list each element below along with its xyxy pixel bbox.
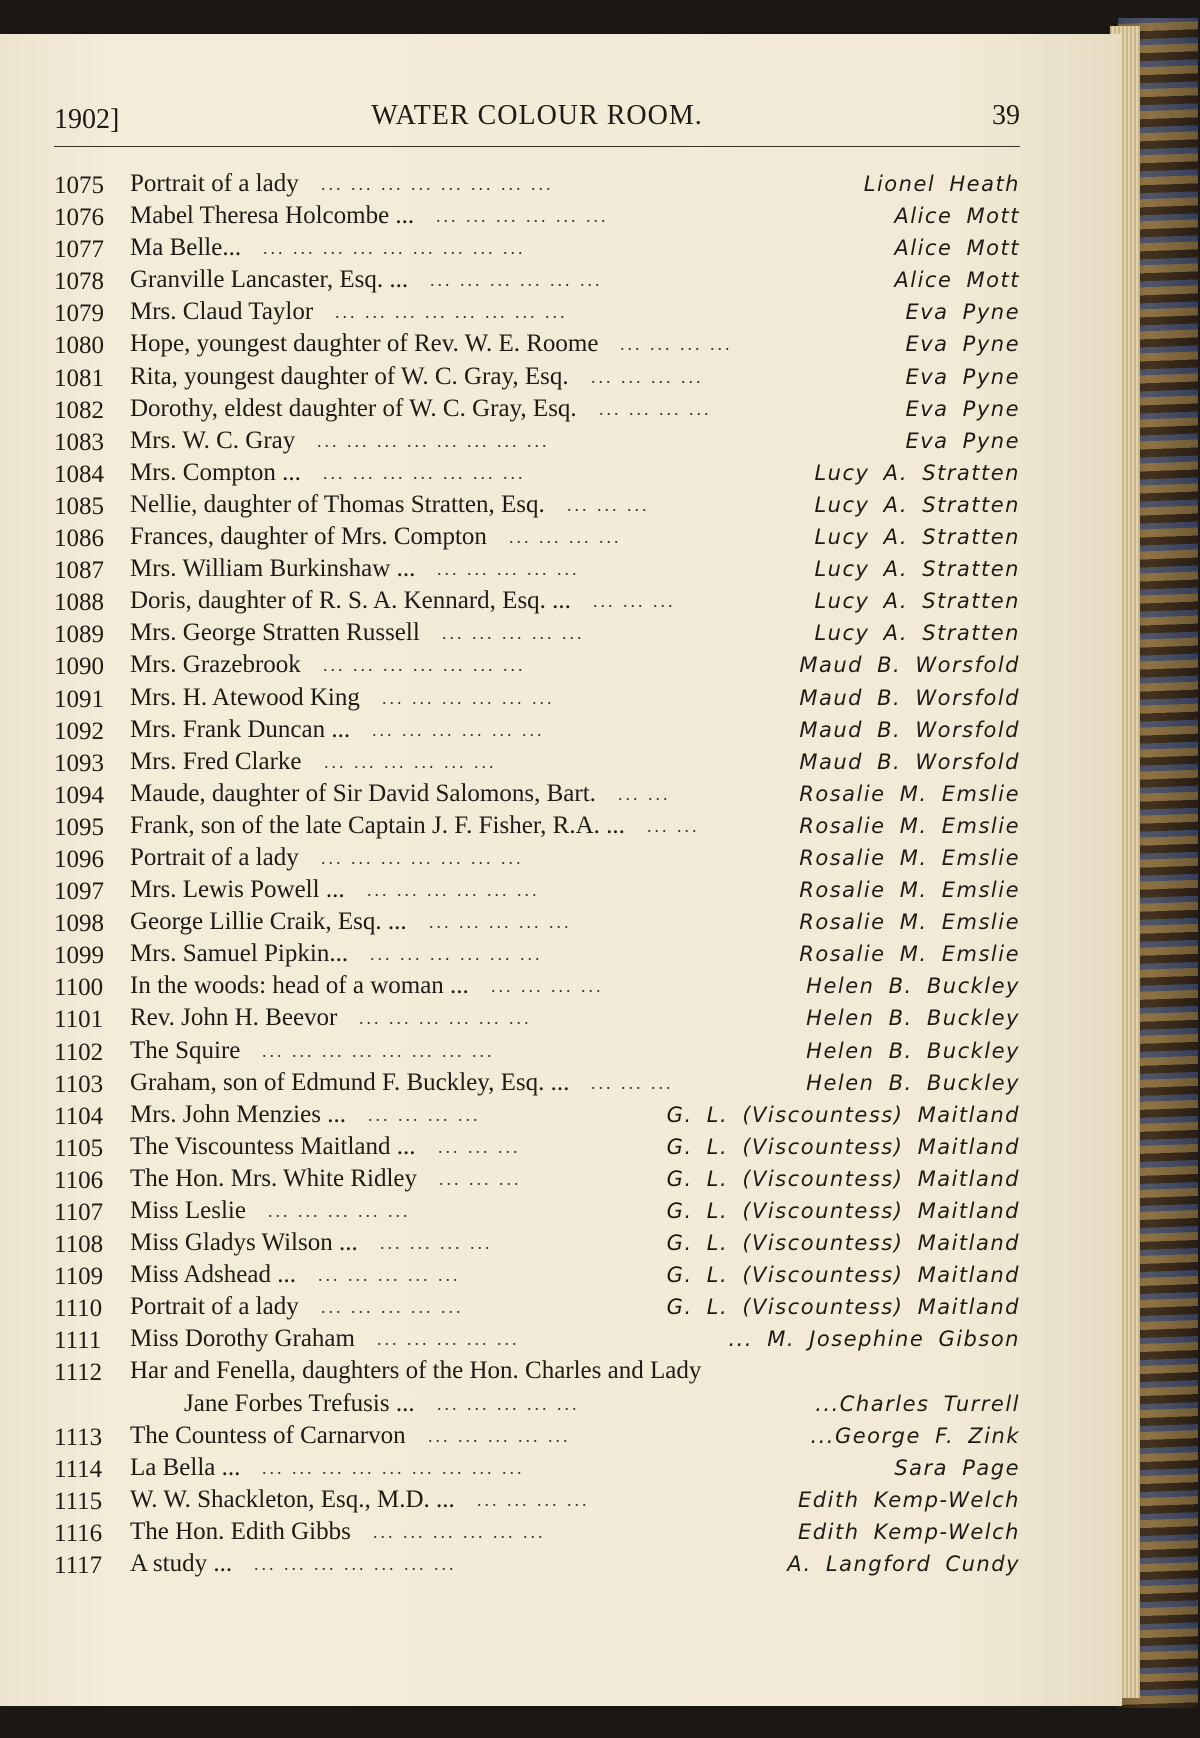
entry-title: Miss Gladys Wilson ... bbox=[130, 1229, 358, 1257]
entry-title: Frances, daughter of Mrs. Compton bbox=[130, 523, 487, 551]
header-title: WATER COLOUR ROOM. bbox=[371, 100, 703, 131]
entry-title: Portrait of a lady bbox=[130, 1293, 299, 1321]
leader-dots: ... ... ... ... ... bbox=[318, 1265, 461, 1286]
entry-title: Mrs. Frank Duncan ... bbox=[130, 715, 351, 743]
catalogue-entry bbox=[54, 714, 1020, 746]
catalogue-entry bbox=[54, 200, 1020, 232]
entry-number: 1094 bbox=[54, 781, 104, 809]
entry-number: 1077 bbox=[54, 236, 104, 264]
catalogue-entry bbox=[54, 1035, 1020, 1067]
catalogue-entry bbox=[54, 425, 1020, 457]
leader-dots: ... ... ... bbox=[439, 1168, 522, 1189]
entry-title: In the woods: head of a woman ... bbox=[130, 972, 469, 1000]
catalogue-entry bbox=[54, 1388, 1020, 1420]
entry-title: The Viscountess Maitland ... bbox=[130, 1132, 416, 1160]
catalogue-entry bbox=[54, 970, 1020, 1002]
entry-artist: Lucy A. Stratten bbox=[814, 557, 1020, 582]
entry-artist: Eva Pyne bbox=[905, 300, 1020, 325]
entry-number: 1113 bbox=[54, 1423, 103, 1451]
leader-dots: ... ... ... ... ... bbox=[268, 1201, 411, 1221]
catalogue-entry bbox=[54, 1291, 1020, 1323]
entry-title: Mrs. William Burkinshaw ... bbox=[130, 555, 416, 583]
catalogue-entries bbox=[54, 168, 1020, 1580]
entry-artist: Alice Mott bbox=[894, 204, 1020, 229]
entry-artist: Eva Pyne bbox=[905, 332, 1020, 357]
page-number: 39 bbox=[992, 100, 1020, 131]
catalogue-entry bbox=[54, 489, 1020, 521]
entry-artist: G. L. (Viscountess) Maitland bbox=[666, 1134, 1020, 1159]
catalogue-entry bbox=[54, 296, 1020, 328]
entry-title: Mrs. John Menzies ... bbox=[130, 1100, 346, 1128]
entry-number: 1089 bbox=[54, 621, 104, 649]
catalogue-entry bbox=[54, 778, 1020, 810]
catalogue-entry bbox=[54, 521, 1020, 553]
entry-artist: Maud B. Worsfold bbox=[799, 653, 1020, 678]
leader-dots: ... ... ... ... ... ... bbox=[324, 751, 497, 772]
entry-artist: Rosalie M. Emslie bbox=[799, 878, 1020, 903]
entry-title: Mrs. Lewis Powell ... bbox=[130, 876, 345, 904]
catalogue-entry bbox=[54, 1227, 1020, 1259]
entry-number: 1107 bbox=[54, 1199, 104, 1226]
catalogue-entry bbox=[54, 1259, 1020, 1291]
entry-title: Portrait of a lady bbox=[130, 170, 299, 197]
catalogue-entry bbox=[54, 168, 1020, 200]
catalogue-entry bbox=[54, 938, 1020, 970]
leader-dots: ... ... ... bbox=[593, 591, 676, 612]
entry-title: Nellie, daughter of Thomas Stratten, Esq. bbox=[130, 490, 545, 518]
entry-number: 1095 bbox=[54, 813, 104, 841]
leader-dots: ... ... ... ... bbox=[509, 527, 622, 548]
entry-number: 1088 bbox=[54, 589, 104, 617]
entry-artist: Lucy A. Stratten bbox=[814, 621, 1020, 646]
entry-title: George Lillie Craik, Esq. ... bbox=[130, 908, 407, 936]
entry-title: A study ... bbox=[130, 1550, 233, 1578]
entry-title: Miss Adshead ... bbox=[130, 1261, 296, 1289]
catalogue-entry bbox=[54, 906, 1020, 938]
leader-dots: ... ... ... ... bbox=[477, 1489, 590, 1510]
entry-artist: Rosalie M. Emslie bbox=[799, 942, 1020, 967]
catalogue-entry bbox=[54, 874, 1020, 906]
leader-dots: ... ... ... ... bbox=[591, 366, 704, 387]
entry-number: 1087 bbox=[54, 557, 104, 585]
catalogue-entry bbox=[54, 1131, 1020, 1163]
entry-artist: Helen B. Buckley bbox=[806, 974, 1020, 999]
catalogue-entry bbox=[54, 361, 1020, 393]
entry-number: 1117 bbox=[54, 1552, 103, 1580]
entry-number: 1086 bbox=[54, 525, 104, 553]
leader-dots: ... ... ... ... ... bbox=[321, 1297, 464, 1318]
catalogue-entry bbox=[54, 328, 1020, 360]
entry-number: 1078 bbox=[54, 268, 104, 296]
entry-number: 1082 bbox=[54, 396, 104, 424]
entry-artist: Lucy A. Stratten bbox=[814, 589, 1020, 614]
entry-number: 1099 bbox=[54, 942, 104, 970]
entry-artist: ...Charles Turrell bbox=[815, 1391, 1020, 1416]
entry-title: Maude, daughter of Sir David Salomons, Bart. bbox=[130, 779, 596, 807]
leader-dots: ... ... ... ... ... bbox=[437, 1393, 580, 1414]
header-year: 1902] bbox=[54, 104, 120, 135]
entry-artist: Rosalie M. Emslie bbox=[799, 813, 1020, 838]
leader-dots: ... ... ... ... ... ... bbox=[436, 206, 609, 227]
entry-title: La Bella ... bbox=[130, 1453, 241, 1481]
leader-dots: ... ... ... ... ... ... ... bbox=[323, 462, 526, 483]
entry-title: Rev. John H. Beevor bbox=[130, 1004, 338, 1032]
leader-dots: ... ... ... ... bbox=[380, 1233, 493, 1254]
entry-artist: Maud B. Worsfold bbox=[799, 717, 1020, 742]
catalogue-entry bbox=[54, 232, 1020, 264]
entry-number: 1102 bbox=[54, 1038, 104, 1066]
entry-title: Doris, daughter of R. S. A. Kennard, Esq. ... bbox=[130, 587, 571, 615]
leader-dots: ... ... ... ... ... ... bbox=[430, 270, 603, 291]
leader-dots: ... ... ... bbox=[591, 1072, 674, 1093]
entry-number: 1110 bbox=[54, 1295, 103, 1323]
leader-dots: ... ... ... ... ... bbox=[377, 1329, 520, 1350]
leader-dots: ... ... ... bbox=[438, 1136, 521, 1157]
catalogue-page bbox=[0, 34, 1122, 1706]
entry-artist: Lucy A. Stratten bbox=[814, 492, 1020, 517]
catalogue-entry bbox=[54, 1548, 1020, 1580]
entry-artist: Eva Pyne bbox=[905, 364, 1020, 389]
entry-title: Frank, son of the late Captain J. F. Fisher, R.A. ... bbox=[130, 811, 625, 839]
leader-dots: ... ... ... ... ... ... ... bbox=[254, 1554, 457, 1575]
entry-title: Graham, son of Edmund F. Buckley, Esq. ... bbox=[130, 1068, 570, 1096]
entry-artist: Rosalie M. Emslie bbox=[799, 781, 1020, 806]
catalogue-entry bbox=[54, 553, 1020, 585]
leader-dots: ... ... ... ... bbox=[599, 398, 712, 419]
entry-title: Mrs. Grazebrook bbox=[130, 651, 301, 679]
catalogue-entry bbox=[54, 1002, 1020, 1034]
leader-dots: ... ... ... ... ... bbox=[429, 912, 572, 933]
leader-dots: ... ... ... ... ... ... ... ... bbox=[317, 430, 550, 451]
entry-artist: Helen B. Buckley bbox=[806, 1070, 1020, 1095]
leader-dots: ... ... ... ... ... ... bbox=[373, 1521, 546, 1542]
entry-artist: Alice Mott bbox=[894, 268, 1020, 293]
entry-artist: Lucy A. Stratten bbox=[814, 460, 1020, 485]
running-header bbox=[54, 96, 1020, 140]
catalogue-entry bbox=[54, 1163, 1020, 1195]
catalogue-entry bbox=[54, 842, 1020, 874]
leader-dots: ... ... ... ... ... ... ... ... ... bbox=[263, 238, 526, 259]
entry-number: 1092 bbox=[54, 717, 104, 745]
entry-number: 1100 bbox=[54, 974, 104, 1002]
leader-dots: ... ... ... ... ... ... bbox=[370, 944, 543, 965]
entry-artist: G. L. (Viscountess) Maitland bbox=[666, 1199, 1020, 1223]
leader-dots: ... ... ... ... ... bbox=[442, 623, 585, 644]
catalogue-entry bbox=[54, 1420, 1020, 1452]
entry-artist: A. Langford Cundy bbox=[787, 1552, 1020, 1577]
entry-number: 1079 bbox=[54, 300, 104, 328]
entry-artist: G. L. (Viscountess) Maitland bbox=[666, 1263, 1020, 1288]
entry-title: Ma Belle... bbox=[130, 234, 242, 262]
entry-number: 1093 bbox=[54, 749, 104, 777]
entry-artist: Lucy A. Stratten bbox=[814, 525, 1020, 550]
leader-dots: ... ... ... ... bbox=[620, 334, 733, 355]
entry-title: Mrs. Claud Taylor bbox=[130, 298, 314, 326]
catalogue-entry bbox=[54, 457, 1020, 489]
entry-number: 1112 bbox=[54, 1359, 103, 1387]
entry-artist: ... M. Josephine Gibson bbox=[728, 1327, 1020, 1352]
leader-dots: ... ... ... ... ... ... ... bbox=[321, 847, 524, 868]
entry-artist: Helen B. Buckley bbox=[806, 1006, 1020, 1031]
leader-dots: ... ... ... ... bbox=[491, 976, 604, 997]
leader-dots: ... ... ... ... bbox=[368, 1104, 481, 1125]
catalogue-entry bbox=[54, 585, 1020, 617]
leader-dots: ... ... ... ... ... ... bbox=[367, 880, 540, 901]
entry-number: 1109 bbox=[54, 1263, 104, 1291]
entry-artist: G. L. (Viscountess) Maitland bbox=[666, 1102, 1020, 1127]
entry-number: 1111 bbox=[54, 1327, 102, 1355]
entry-number: 1080 bbox=[54, 332, 104, 360]
catalogue-entry bbox=[54, 1195, 1020, 1227]
catalogue-entry bbox=[54, 1355, 1020, 1387]
entry-number: 1114 bbox=[54, 1455, 103, 1483]
catalogue-entry bbox=[54, 1516, 1020, 1548]
entry-number: 1096 bbox=[54, 845, 104, 873]
entry-artist: Maud B. Worsfold bbox=[799, 749, 1020, 774]
entry-artist: G. L. (Viscountess) Maitland bbox=[666, 1231, 1020, 1256]
leader-dots: ... ... ... ... ... ... ... ... ... bbox=[262, 1457, 525, 1478]
catalogue-entry bbox=[54, 746, 1020, 778]
catalogue-entry bbox=[54, 1099, 1020, 1131]
entry-artist: Sara Page bbox=[894, 1455, 1020, 1480]
leader-dots: ... ... ... ... ... ... bbox=[359, 1008, 532, 1029]
catalogue-entry bbox=[54, 682, 1020, 714]
entry-title: Portrait of a lady bbox=[130, 843, 299, 871]
catalogue-entry bbox=[54, 393, 1020, 425]
entry-artist: Maud B. Worsfold bbox=[799, 685, 1020, 710]
entry-artist: Eva Pyne bbox=[905, 396, 1020, 421]
entry-title: Har and Fenella, daughters of the Hon. Charles and Lady bbox=[130, 1357, 702, 1385]
entry-artist: G. L. (Viscountess) Maitland bbox=[666, 1166, 1020, 1191]
entry-title: Mrs. Samuel Pipkin... bbox=[130, 940, 349, 968]
leader-dots: ... ... ... ... ... ... ... ... bbox=[335, 302, 568, 323]
entry-title: Hope, youngest daughter of Rev. W. E. Roome bbox=[130, 330, 599, 358]
entry-artist: Rosalie M. Emslie bbox=[799, 845, 1020, 870]
entry-number: 1091 bbox=[54, 685, 104, 713]
entry-title: Jane Forbes Trefusis ... bbox=[184, 1389, 415, 1417]
leader-dots: ... ... ... ... ... ... ... ... bbox=[321, 174, 554, 194]
entry-artist: ...George F. Zink bbox=[810, 1423, 1020, 1448]
catalogue-entry bbox=[54, 1484, 1020, 1516]
entry-number: 1116 bbox=[54, 1519, 103, 1547]
entry-artist: Helen B. Buckley bbox=[806, 1038, 1020, 1063]
leader-dots: ... ... ... ... ... ... bbox=[382, 687, 555, 708]
entry-number: 1115 bbox=[54, 1487, 103, 1515]
entry-number: 1083 bbox=[54, 428, 104, 456]
entry-title: The Countess of Carnarvon bbox=[130, 1421, 406, 1449]
entry-number: 1108 bbox=[54, 1231, 104, 1259]
leader-dots: ... ... ... ... ... ... ... ... bbox=[262, 1040, 495, 1061]
entry-title: The Squire bbox=[130, 1036, 241, 1064]
leader-dots: ... ... ... bbox=[567, 494, 650, 515]
catalogue-entry bbox=[54, 617, 1020, 649]
entry-number: 1076 bbox=[54, 204, 104, 232]
catalogue-entry bbox=[54, 1067, 1020, 1099]
entry-title: Mrs. Fred Clarke bbox=[130, 747, 302, 775]
catalogue-entry bbox=[54, 264, 1020, 296]
leader-dots: ... ... ... ... ... bbox=[437, 559, 580, 580]
entry-number: 1085 bbox=[54, 492, 104, 520]
entry-number: 1104 bbox=[54, 1102, 104, 1130]
entry-number: 1081 bbox=[54, 364, 104, 392]
catalogue-entry bbox=[54, 1323, 1020, 1355]
catalogue-entry bbox=[54, 810, 1020, 842]
entry-artist: Lionel Heath bbox=[863, 172, 1020, 196]
header-rule bbox=[54, 146, 1020, 147]
entry-title: Dorothy, eldest daughter of W. C. Gray, Esq. bbox=[130, 394, 577, 422]
entry-title: The Hon. Edith Gibbs bbox=[130, 1517, 351, 1545]
entry-title: Mrs. Compton ... bbox=[130, 458, 301, 486]
entry-artist: Rosalie M. Emslie bbox=[799, 910, 1020, 935]
entry-title: Mrs. H. Atewood King bbox=[130, 683, 360, 711]
leader-dots: ... ... ... ... ... bbox=[428, 1425, 571, 1446]
entry-title: Miss Leslie bbox=[130, 1197, 246, 1224]
entry-number: 1084 bbox=[54, 460, 104, 488]
entry-title: Rita, youngest daughter of W. C. Gray, Esq. bbox=[130, 362, 569, 390]
entry-artist: Edith Kemp-Welch bbox=[798, 1487, 1020, 1512]
entry-title: Mrs. W. C. Gray bbox=[130, 426, 296, 454]
catalogue-entry bbox=[54, 649, 1020, 681]
entry-number: 1097 bbox=[54, 878, 104, 906]
entry-number: 1101 bbox=[54, 1006, 104, 1034]
leader-dots: ... ... bbox=[647, 815, 700, 836]
entry-number: 1105 bbox=[54, 1134, 104, 1162]
entry-title: Miss Dorothy Graham bbox=[130, 1325, 355, 1353]
entry-title: Mrs. George Stratten Russell bbox=[130, 619, 420, 647]
entry-title: W. W. Shackleton, Esq., M.D. ... bbox=[130, 1485, 455, 1513]
entry-number: 1090 bbox=[54, 653, 104, 681]
entry-number: 1098 bbox=[54, 910, 104, 938]
entry-number: 1106 bbox=[54, 1166, 104, 1194]
leader-dots: ... ... ... ... ... ... bbox=[372, 719, 545, 740]
leader-dots: ... ... bbox=[618, 783, 671, 804]
entry-number: 1103 bbox=[54, 1070, 104, 1098]
catalogue-entry bbox=[54, 1452, 1020, 1484]
entry-title: Granville Lancaster, Esq. ... bbox=[130, 266, 409, 294]
entry-title: The Hon. Mrs. White Ridley bbox=[130, 1164, 417, 1192]
entry-number: 1075 bbox=[54, 172, 104, 199]
entry-artist: Alice Mott bbox=[894, 236, 1020, 261]
entry-title: Mabel Theresa Holcombe ... bbox=[130, 202, 415, 230]
entry-artist: G. L. (Viscountess) Maitland bbox=[666, 1295, 1020, 1320]
leader-dots: ... ... ... ... ... ... ... bbox=[323, 655, 526, 676]
entry-artist: Eva Pyne bbox=[905, 428, 1020, 453]
entry-artist: Edith Kemp-Welch bbox=[798, 1519, 1020, 1544]
